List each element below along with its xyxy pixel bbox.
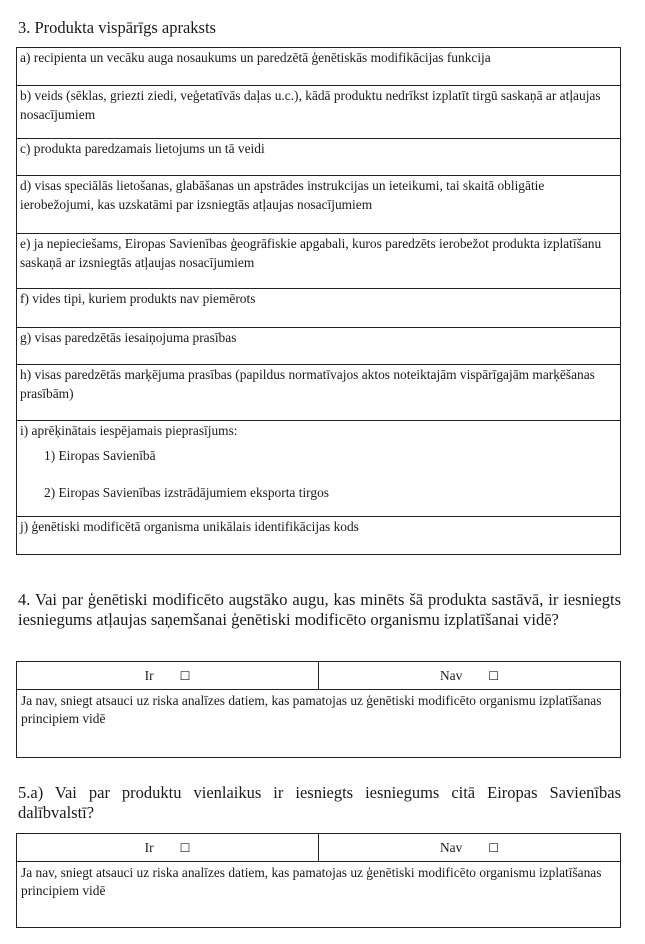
checkbox-icon[interactable]: ☐ <box>179 669 191 683</box>
section-4-yes-option[interactable] <box>17 662 319 690</box>
table-row <box>17 421 621 517</box>
section-5a-no-option[interactable] <box>319 834 621 862</box>
row-h: h) visas paredzētās marķējuma prasības (papildus normatīvajos aktos noteiktajām vispārīgajām marķēšanas prasībām) <box>17 365 621 421</box>
row-e: e) ja nepieciešams, Eiropas Savienības ģeogrāfiskie apgabali, kuros paredzēts ierobežot produkta izplatīšanu saskaņā ar izsniegtās atļaujas nosacījumiem <box>17 234 621 289</box>
section-4-no-option[interactable] <box>319 662 621 690</box>
section-5a-question: 5.a) Vai par produktu vienlaikus ir iesniegts iesniegums citā Eiropas Savienības dalībvalstī? <box>18 783 621 822</box>
section-4-note: Ja nav, sniegt atsauci uz riska analīzes datiem, kas pamatojas uz ģenētiski modificēto organismu izplatīšanas principiem vidē <box>17 690 621 758</box>
checkbox-icon[interactable]: ☐ <box>179 841 191 855</box>
section-4-table <box>16 661 621 758</box>
row-j: j) ģenētiski modificētā organisma unikālais identifikācijas kods <box>17 517 621 555</box>
row-c: c) produkta paredzamais lietojums un tā veidi <box>17 139 621 176</box>
table-row <box>17 365 621 421</box>
row-b: b) veids (sēklas, griezti ziedi, veģetatīvās daļas u.c.), kādā produktu nedrīkst izplatīt tirgū saskaņā ar atļaujas nosacījumiem <box>17 86 621 139</box>
table-row <box>17 328 621 365</box>
table-row <box>17 176 621 234</box>
yes-label: Ir <box>144 668 154 683</box>
section-5a-yes-option[interactable] <box>17 834 319 862</box>
table-row <box>17 517 621 555</box>
row-f: f) vides tipi, kuriem produkts nav piemērots <box>17 289 621 328</box>
section-5a-table <box>16 833 621 928</box>
checkbox-icon[interactable]: ☐ <box>488 841 500 855</box>
table-row <box>17 48 621 86</box>
row-d: d) visas speciālās lietošanas, glabāšanas un apstrādes instrukcijas un ieteikumi, tai skaitā obligātie ierobežojumi, kas uzskatāmi par izsniegtās atļaujas nosacījumiem <box>17 176 621 234</box>
section-3-table <box>16 47 621 555</box>
row-i-label: i) aprēķinātais iespējamais pieprasījums: <box>20 423 238 438</box>
section-3-title: 3. Produkta vispārīgs apraksts <box>18 18 216 37</box>
row-i-sub-2: 2) Eiropas Savienības izstrādājumiem eksporta tirgos <box>44 485 329 500</box>
row-i <box>17 421 621 517</box>
table-row <box>17 289 621 328</box>
table-row <box>17 234 621 289</box>
section-5a-note: Ja nav, sniegt atsauci uz riska analīzes datiem, kas pamatojas uz ģenētiski modificēto organismu izplatīšanas principiem vidē <box>17 862 621 928</box>
checkbox-icon[interactable]: ☐ <box>488 669 500 683</box>
table-row <box>17 862 621 928</box>
row-i-sub-1: 1) Eiropas Savienībā <box>44 448 156 463</box>
no-label: Nav <box>439 668 463 683</box>
table-row <box>17 86 621 139</box>
section-4-question: 4. Vai par ģenētiski modificēto augstāko augu, kas minēts šā produkta sastāvā, ir iesniegts iesniegums atļaujas saņemšanai ģenētiski modificēto organismu izplatīšanai vidē? <box>18 590 621 629</box>
row-a: a) recipienta un vecāku auga nosaukums un paredzētā ģenētiskās modifikācijas funkcija <box>17 48 621 86</box>
table-row <box>17 690 621 758</box>
table-row <box>17 662 621 690</box>
no-label: Nav <box>439 840 463 855</box>
table-row <box>17 139 621 176</box>
table-row <box>17 834 621 862</box>
yes-label: Ir <box>144 840 154 855</box>
row-g: g) visas paredzētās iesaiņojuma prasības <box>17 328 621 365</box>
